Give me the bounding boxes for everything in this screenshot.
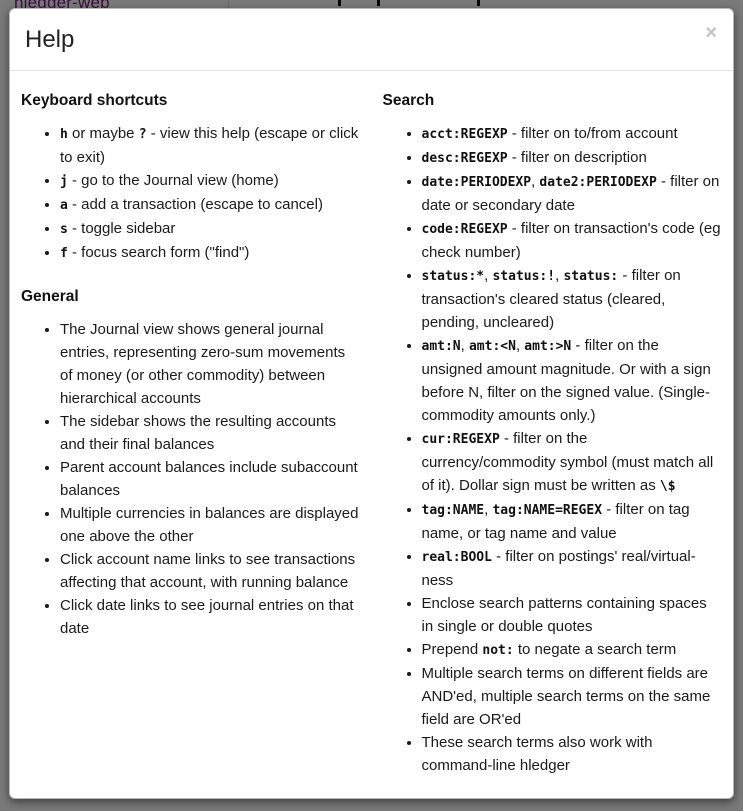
list-item [60, 548, 361, 594]
item-text: Multiple currencies in balances are displayed one above the other [60, 505, 359, 545]
list-item [60, 169, 361, 193]
code-term: amt:<N [468, 339, 516, 354]
code-term: a [60, 198, 68, 213]
list-item [422, 498, 723, 545]
list-item [422, 592, 723, 638]
code-term: status: [563, 269, 619, 284]
section-list [21, 122, 361, 265]
modal-header [10, 9, 733, 71]
modal-body [10, 71, 733, 777]
item-text: Click account name links to see transactions affecting that account, with running balance [60, 551, 356, 591]
code-term: tag:NAME=REGEX [492, 503, 603, 518]
code-term: j [60, 174, 68, 189]
item-text: - focus search form ("find") [67, 244, 250, 261]
list-item [60, 456, 361, 502]
item-text: - filter on to/from account [507, 125, 678, 142]
item-text: - add a transaction (escape to cancel) [67, 196, 323, 213]
list-item [60, 502, 361, 548]
item-text: - filter on date or secondary date [421, 173, 720, 214]
list-item [422, 638, 723, 662]
list-item [422, 264, 723, 334]
list-item [422, 662, 723, 731]
list-item [422, 545, 723, 592]
section-heading: Search [382, 92, 435, 109]
close-icon[interactable]: × [705, 22, 717, 44]
code-term: code:REGEXP [421, 222, 508, 237]
item-text: Enclose search patterns containing spaces in single or double quotes [421, 595, 707, 635]
item-text: - filter on tag name, or tag name and value [421, 501, 690, 542]
code-term: status:* [421, 269, 485, 284]
list-item [422, 217, 723, 264]
item-text: , [484, 267, 493, 284]
list-item [422, 731, 723, 777]
code-term: amt:N [421, 339, 461, 354]
list-item [60, 122, 361, 169]
item-text: - view this help (escape or click to exit) [60, 125, 359, 166]
list-item [422, 146, 723, 170]
code-term: real:BOOL [421, 550, 492, 565]
code-term: f [60, 246, 68, 261]
code-term: cur:REGEXP [421, 432, 500, 447]
item-text: Prepend [421, 641, 483, 658]
code-term: acct:REGEXP [421, 127, 508, 142]
code-term: not: [482, 643, 514, 658]
item-text: Multiple search terms on different fields are AND'ed, multiple search terms on the same field are OR'ed [421, 665, 711, 728]
list-item [60, 193, 361, 217]
item-text: - toggle sidebar [67, 220, 176, 237]
item-text: , [484, 501, 493, 518]
item-text: , [531, 173, 540, 190]
item-text: - filter on the unsigned amount magnitude. Or with a sign before N, filter on the signed value. (Single-commodity amounts only.) [421, 337, 711, 424]
section-list [383, 122, 723, 777]
list-item [60, 410, 361, 456]
item-text: Parent account balances include subaccount balances [60, 459, 358, 499]
list-item [60, 241, 361, 265]
list-item [422, 334, 723, 427]
code-term: date:PERIODEXP [421, 175, 532, 190]
item-text: The Journal view shows general journal entries, representing zero-sum movements of money (or other commodity) between hierarchical accounts [60, 321, 346, 407]
item-text: The sidebar shows the resulting accounts and their final balances [60, 413, 336, 453]
item-text: Click date links to see journal entries on that date [60, 597, 354, 637]
help-column-left [10, 87, 372, 777]
code-term: status:! [492, 269, 556, 284]
item-text: , [515, 337, 525, 354]
help-column-right [372, 87, 734, 777]
list-item [60, 217, 361, 241]
item-text: - filter on the currency/commodity symbol (must match all of it). Dollar sign must be written as [421, 430, 714, 494]
section-heading: Keyboard shortcuts [21, 92, 168, 109]
code-term: amt:>N [524, 339, 572, 354]
list-item [60, 594, 361, 640]
item-text: , [460, 337, 469, 354]
item-text: , [555, 267, 564, 284]
section-list [21, 318, 361, 640]
item-text: - go to the Journal view (home) [67, 172, 279, 189]
item-text: to negate a search term [513, 641, 677, 658]
code-term: h [60, 127, 68, 142]
item-text: These search terms also work with command-line hledger [421, 734, 653, 774]
item-text: or maybe [67, 125, 139, 142]
item-text: - filter on description [507, 149, 647, 166]
list-item [422, 427, 723, 498]
item-text: - filter on transaction's cleared status (cleared, pending, uncleared) [421, 267, 681, 331]
list-item [422, 170, 723, 217]
modal-title: Help [25, 26, 75, 53]
help-modal [9, 8, 734, 799]
code-term: date2:PERIODEXP [539, 175, 657, 190]
list-item [422, 122, 723, 146]
code-term: s [60, 222, 68, 237]
section-heading: General [21, 288, 79, 305]
list-item [60, 318, 361, 410]
code-term: \$ [659, 479, 676, 494]
item-text: - filter on postings' real/virtual-ness [421, 548, 696, 589]
code-term: tag:NAME [421, 503, 485, 518]
item-text: - filter on transaction's code (eg check number) [421, 220, 721, 261]
code-term: desc:REGEXP [421, 151, 508, 166]
code-term: ? [138, 127, 147, 142]
